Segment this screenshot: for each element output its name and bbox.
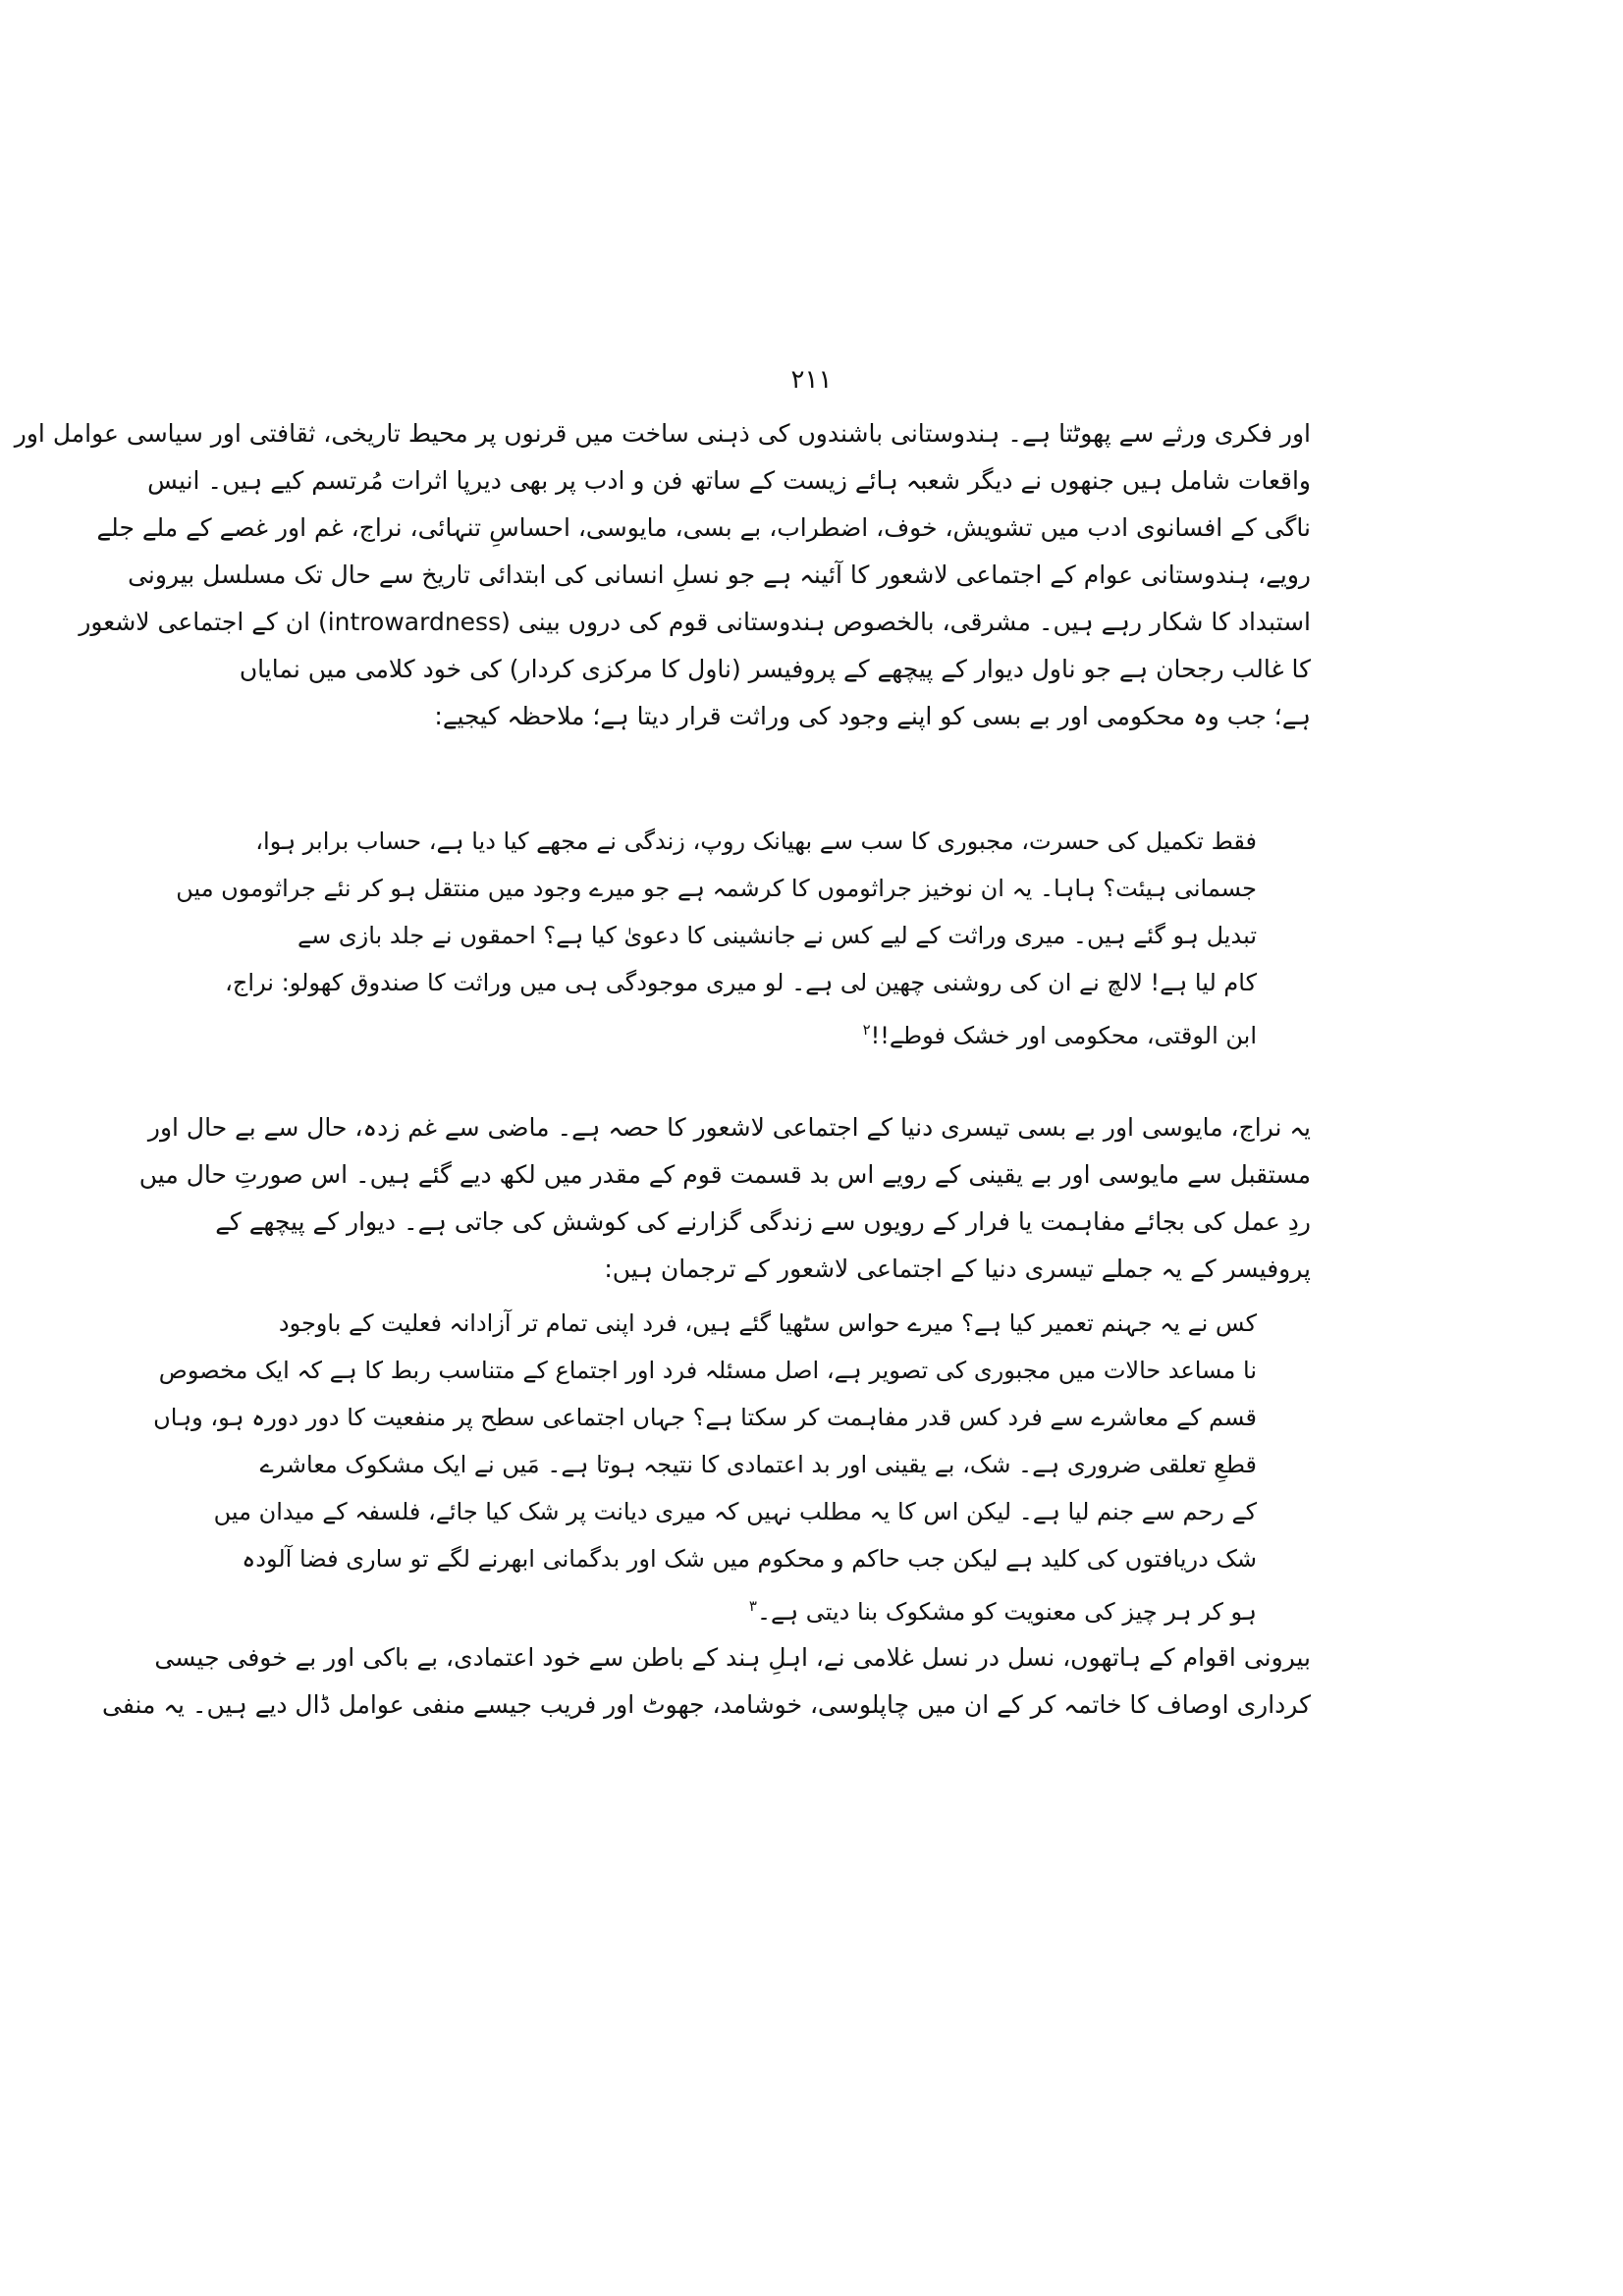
quote-text: ابن الوقتی، محکومی اور خشک فوطے!!: [870, 1022, 1257, 1049]
text-line: کرداری اوصاف کا خاتمہ کر کے ان میں چاپلوسی، خوشامد، جھوٹ اور فریب جیسے منفی عوامل ڈال دیے ہیں۔ یہ منفی: [101, 1690, 1311, 1719]
quote-line: قطعِ تعلقی ضروری ہے۔ شک، بے یقینی اور بد اعتمادی کا نتیجہ ہوتا ہے۔ مَیں نے ایک مشکوک معاشرے: [259, 1451, 1257, 1478]
paragraph-2: [138, 1104, 1311, 1293]
text-line: ردِ عمل کی بجائے مفاہمت یا فرار کے رویوں سے زندگی گزارنے کی کوشش کی جاتی ہے۔ دیوار کے پیچھے کے: [215, 1207, 1311, 1236]
text-line: استبداد کا شکار رہے ہیں۔ مشرقی، بالخصوص ہندوستانی قوم کی دروں بینی (introwardness) ان کے اجتماعی لاشعور: [79, 608, 1311, 636]
paragraph-3: [101, 1634, 1311, 1729]
text-line: پروفیسر کے یہ جملے تیسری دنیا کے اجتماعی لاشعور کے ترجمان ہیں:: [604, 1255, 1311, 1283]
page-number: ۲۱۱: [790, 365, 833, 395]
paragraph-1: [14, 410, 1311, 740]
block-quote-2: [153, 1300, 1257, 1629]
quote-line: شک دریافتوں کی کلید ہے لیکن جب حاکم و محکوم میں شک اور بدگمانی ابھرنے لگے تو ساری فضا آلودہ: [242, 1545, 1257, 1573]
quote-line: جسمانی ہیئت؟ ہاہا۔ یہ ان نوخیز جراثوموں کا کرشمہ ہے جو میرے وجود میں منتقل ہو کر نئے جراثوموں میں: [176, 875, 1257, 902]
quote-line: قسم کے معاشرے سے فرد کس قدر مفاہمت کر سکتا ہے؟ جہاں اجتماعی سطح پر منفعیت کا دور دورہ ہو، وہاں: [153, 1404, 1257, 1431]
text-line: اور فکری ورثے سے پھوٹتا ہے۔ ہندوستانی باشندوں کی ذہنی ساخت میں قرنوں پر محیط تاریخی، ثقافتی اور سیاسی عوامل اور: [14, 419, 1311, 448]
quote-line: کے رحم سے جنم لیا ہے۔ لیکن اس کا یہ مطلب نہیں کہ میری دیانت پر شک کیا جائے، فلسفہ کے میدان میں: [213, 1498, 1257, 1525]
text-line: مستقبل سے مایوسی اور بے یقینی کے رویے اس بد قسمت قوم کے مقدر میں لکھ دیے گئے ہیں۔ اس صورتِ حال میں: [138, 1160, 1311, 1189]
text-line: بیرونی اقوام کے ہاتھوں، نسل در نسل غلامی نے، اہلِ ہند کے باطن سے خود اعتمادی، بے باکی اور بے خوفی جیسی: [154, 1643, 1311, 1672]
quote-line: تبدیل ہو گئے ہیں۔ میری وراثت کے لیے کس نے جانشینی کا دعویٰ کیا ہے؟ احمقوں نے جلد بازی سے: [298, 922, 1257, 949]
quote-line-last: [361, 1582, 1257, 1629]
text-line: رویے، ہندوستانی عوام کے اجتماعی لاشعور کا آئینہ ہے جو نسلِ انسانی کی ابتدائی تاریخ سے حال تک مسلسل بیرونی: [128, 561, 1311, 589]
quote-line: کام لیا ہے! لالچ نے ان کی روشنی چھین لی ہے۔ لو میری موجودگی ہی میں وراثت کا صندوق کھولو: نراج،: [225, 969, 1257, 996]
text-line: واقعات شامل ہیں جنھوں نے دیگر شعبہ ہائے زیست کے ساتھ فن و ادب پر بھی دیرپا اثرات مُرتسم کیے ہیں۔ انیس: [147, 466, 1311, 495]
quote-line: نا مساعد حالات میں مجبوری کی تصویر ہے، اصل مسئلہ فرد اور اجتماع کے متناسب ربط کا ہے کہ ایک مخصوص: [158, 1357, 1257, 1384]
text-line: ناگی کے افسانوی ادب میں تشویش، خوف، اضطراب، بے بسی، مایوسی، احساسِ تنہائی، نراج، غم اور غصے کے ملے جلے: [96, 513, 1311, 542]
footnote-ref: ۲: [862, 1021, 871, 1039]
text-line: کا غالب رجحان ہے جو ناول دیوار کے پیچھے کے پروفیسر (ناول کا مرکزی کردار) کی خود کلامی میں نمایاں: [239, 655, 1311, 683]
text-line: ہے؛ جب وہ محکومی اور بے بسی کو اپنے وجود کی وراثت قرار دیتا ہے؛ ملاحظہ کیجیے:: [434, 702, 1311, 730]
text-line: یہ نراج، مایوسی اور بے بسی تیسری دنیا کے اجتماعی لاشعور کا حصہ ہے۔ ماضی سے غم زدہ، حال سے بے حال اور: [147, 1113, 1311, 1142]
quote-text: ہو کر ہر چیز کی معنویت کو مشکوک بنا دیتی ہے۔: [756, 1598, 1257, 1626]
quote-line: فقط تکمیل کی حسرت، مجبوری کا سب سے بھیانک روپ، زندگی نے مجھے کیا دیا ہے، حساب برابر ہوا،: [255, 828, 1257, 855]
quote-line: کس نے یہ جہنم تعمیر کیا ہے؟ میرے حواس سٹھیا گئے ہیں، فرد اپنی تمام تر آزادانہ فعلیت کے باوجود: [278, 1309, 1257, 1337]
quote-line-last: [361, 1006, 1257, 1053]
block-quote-1: [176, 818, 1257, 1053]
footnote-ref: ۳: [748, 1597, 757, 1615]
